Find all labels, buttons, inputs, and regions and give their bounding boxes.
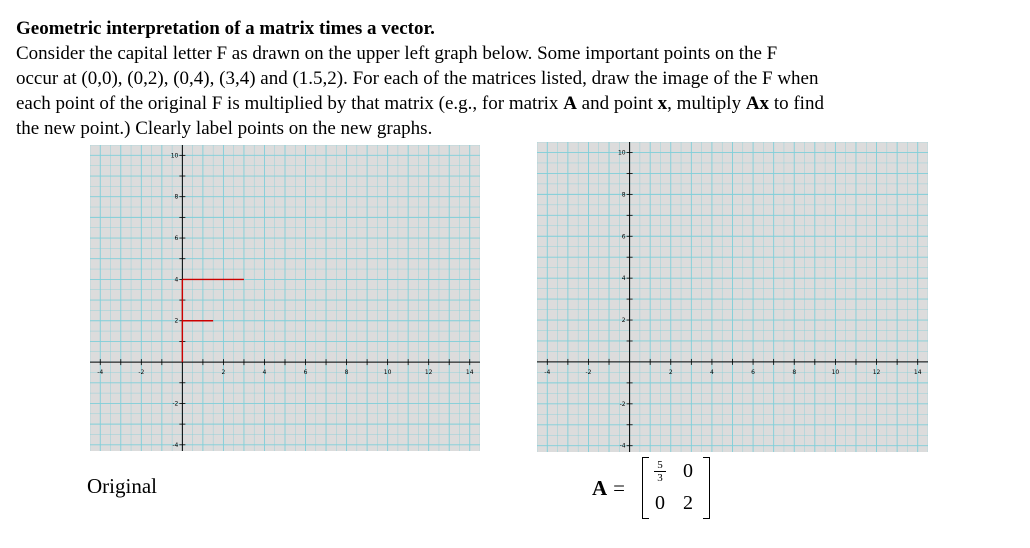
y-tick-label: 8 (174, 193, 179, 201)
matrix-a (640, 457, 712, 519)
original-caption: Original (87, 474, 157, 498)
y-tick-label: 10 (170, 152, 179, 160)
coordinate-plane (90, 145, 480, 451)
y-tick-label: 4 (621, 275, 626, 283)
y-tick-label: 2 (174, 317, 179, 325)
instructions-line-3 (16, 91, 1021, 116)
y-tick-label: -2 (172, 400, 179, 408)
y-tick-label: 4 (174, 276, 179, 284)
x-tick-label: 4 (710, 368, 714, 376)
image-graph-a (537, 142, 928, 452)
y-tick-label: 6 (621, 233, 626, 241)
matrix-a-label (592, 476, 625, 501)
instructions-line-2: occur at (0,0), (0,2), (0,4), (3,4) and (1.5,2). For each of the matrices listed, draw the image of the F when (16, 68, 819, 89)
x-tick-label: 14 (465, 369, 474, 377)
x-tick-label: 12 (872, 368, 881, 376)
instructions-line-3-text-c: and point (576, 93, 658, 114)
matrix-a11-numerator: 5 (654, 459, 666, 472)
x-tick-label: -2 (585, 368, 592, 376)
y-tick-label: -4 (172, 441, 179, 449)
right-bracket (703, 457, 710, 519)
matrix-a11-denominator: 3 (657, 472, 663, 484)
matrix-a11-fraction (650, 459, 670, 484)
y-tick-label: 10 (617, 149, 626, 157)
x-tick-label: 14 (913, 368, 922, 376)
ax-ref: Ax (745, 93, 770, 114)
instructions-line-3-text-a: each point of the original F is multiplied by that matrix (e.g., for matrix (16, 93, 564, 114)
instructions (16, 41, 1021, 141)
x-tick-label: 2 (221, 369, 226, 377)
x-tick-label: 6 (303, 369, 308, 377)
equals-sign: = (613, 476, 626, 500)
matrix-a21: 0 (655, 492, 665, 514)
y-tick-label: -2 (619, 400, 626, 408)
instructions-line-1: Consider the capital letter F as drawn on the upper left graph below. Some important points on the F (16, 43, 778, 64)
instructions-line-3-text-e: , multiply (667, 93, 746, 114)
point-x-ref: x (657, 93, 668, 114)
y-tick-label: 6 (174, 235, 179, 243)
instructions-line-4: the new point.) Clearly label points on the new graphs. (16, 118, 433, 139)
x-tick-label: -2 (138, 369, 145, 377)
x-tick-label: -4 (544, 368, 551, 376)
x-tick-label: 8 (792, 368, 797, 376)
y-tick-label: -4 (619, 442, 626, 450)
x-tick-label: -4 (97, 369, 104, 377)
x-tick-label: 10 (383, 369, 392, 377)
coordinate-plane (537, 142, 928, 452)
matrix-name: A (592, 476, 608, 500)
original-graph (90, 145, 480, 451)
y-tick-label: 2 (621, 317, 626, 325)
x-tick-label: 8 (344, 369, 349, 377)
heading: Geometric interpretation of a matrix times a vector. (16, 18, 435, 39)
x-tick-label: 4 (262, 369, 267, 377)
matrix-a22: 2 (683, 492, 693, 514)
x-tick-label: 2 (668, 368, 673, 376)
matrix-a-ref: A (563, 93, 577, 114)
x-tick-label: 12 (424, 369, 433, 377)
matrix-a12: 0 (683, 460, 693, 482)
x-tick-label: 6 (751, 368, 755, 376)
y-tick-label: 8 (621, 191, 626, 199)
x-tick-label: 10 (831, 368, 840, 376)
instructions-line-3-text-g: to find (769, 93, 824, 114)
